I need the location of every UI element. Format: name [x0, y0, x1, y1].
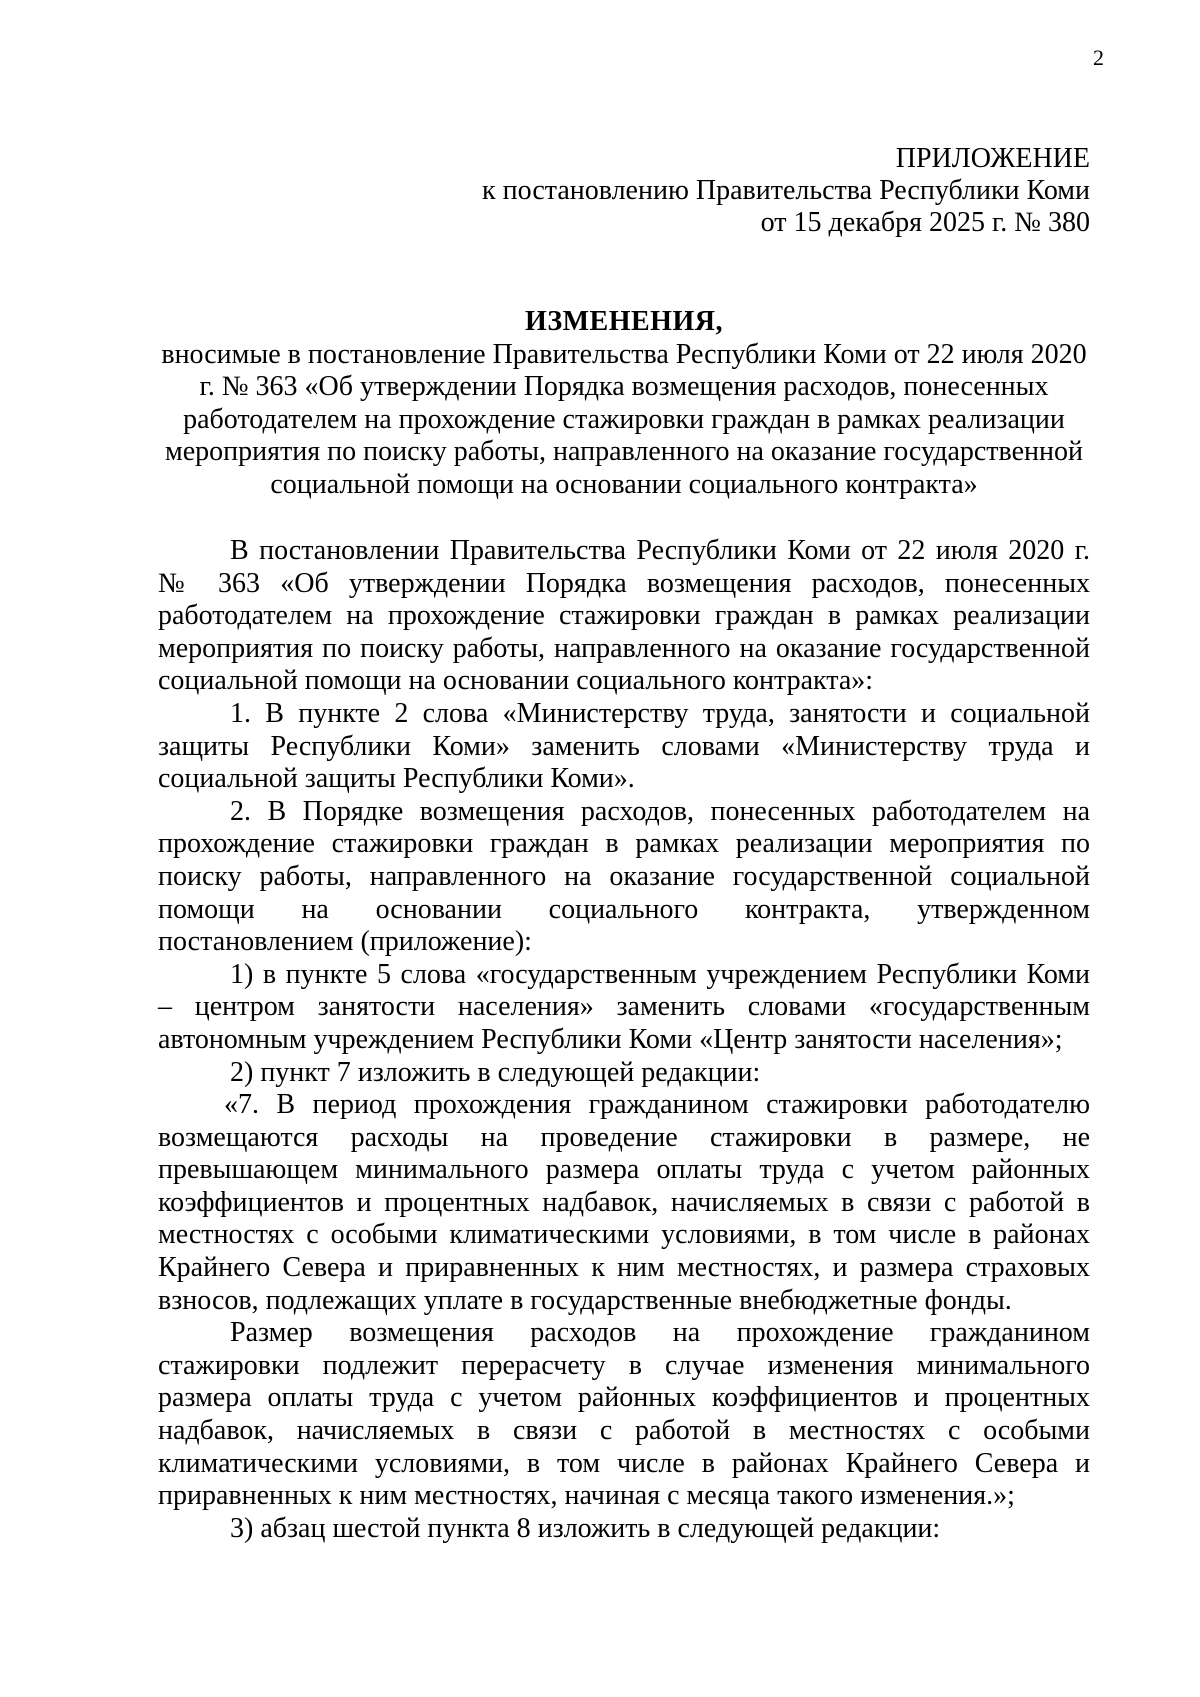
- quoted-paragraph-continuation: Размер возмещения расходов на прохождение гражданином стажировки подлежит перерасчету в случае изменения минимального размера оплаты труда с учетом районных коэффициентов и процентных надбавок, начисляемых в связи с работой в местностях с особыми климатическими условиями, в том числе в районах Крайнего Севера и приравненных к ним местностях, начиная с месяца такого изменения.»;: [158, 1317, 1090, 1512]
- item-1-paragraph: 1. В пункте 2 слова «Министерству труда, занятости и социальной защиты Республики Коми» заменить словами «Министерству труда и социальной защиты Республики Коми».: [158, 697, 1090, 795]
- document-title: ИЗМЕНЕНИЯ,: [525, 306, 723, 337]
- subitem-3-paragraph: 3) абзац шестой пункта 8 изложить в следующей редакции:: [230, 1512, 941, 1544]
- page-number: 2: [1093, 45, 1104, 70]
- intro-paragraph: В постановлении Правительства Республики Коми от 22 июля 2020 г. № 363 «Об утверждении Порядка возмещения расходов, понесенных работодателем на прохождение стажировки граждан в рамках реализации мероприятия по поиску работы, направленного на оказание государственной социальной помощи на основании социального контракта»:: [158, 535, 1090, 697]
- appendix-header: [370, 143, 1090, 239]
- quoted-paragraph-7: «7. В период прохождения гражданином стажировки работодателю возмещаются расходы на проведение стажировки в размере, не превышающем минимального размера оплаты труда с учетом районных коэффициентов и процентных надбавок, начисляемых в связи с работой в местностях с особыми климатическими условиями, в том числе в районах Крайнего Севера и приравненных к ним местностях, и размера страховых взносов, подлежащих уплате в государственные внебюджетные фонды.: [158, 1089, 1090, 1316]
- subitem-1-paragraph: 1) в пункте 5 слова «государственным учреждением Республики Коми – центром занятости населения» заменить словами «государственным автономным учреждением Республики Коми «Центр занятости населения»;: [158, 958, 1090, 1055]
- document-title-block: [158, 306, 1090, 501]
- appendix-label: ПРИЛОЖЕНИЕ: [895, 143, 1090, 174]
- document-subtitle: вносимые в постановление Правительства Республики Коми от 22 июля 2020 г. № 363 «Об утверждении Порядка возмещения расходов, понесенных работодателем на прохождение стажировки граждан в рамках реализации мероприятия по поиску работы, направленного на оказание государственной социальной помощи на основании социального контракта»: [161, 338, 1087, 500]
- item-2-paragraph: 2. В Порядке возмещения расходов, понесенных работодателем на прохождение стажировки граждан в рамках реализации мероприятия по поиску работы, направленного на оказание государственной социальной помощи на основании социального контракта, утвержденном постановлением (приложение):: [158, 795, 1090, 958]
- subitem-2-paragraph: 2) пункт 7 изложить в следующей редакции:: [230, 1056, 761, 1088]
- document-body: [158, 535, 1090, 1545]
- appendix-date-number: от 15 декабря 2025 г. № 380: [760, 207, 1090, 238]
- appendix-reference: к постановлению Правительства Республики Коми: [482, 175, 1090, 206]
